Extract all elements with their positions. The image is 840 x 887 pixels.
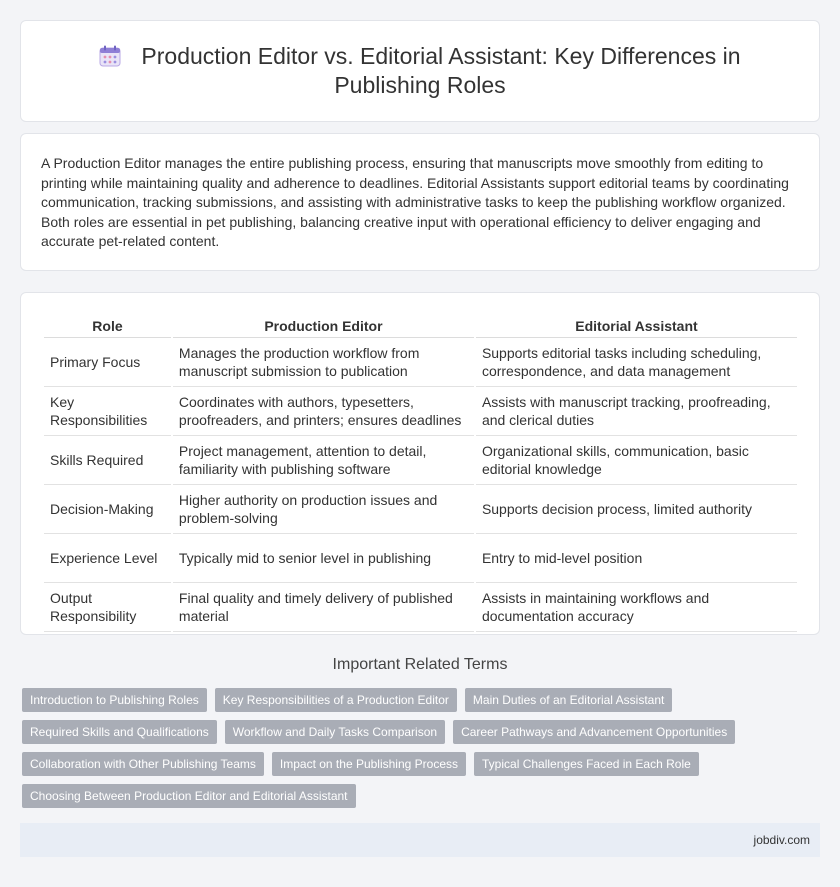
comparison-table	[42, 313, 799, 632]
production-editor-cell: Manages the production workflow from manuscript submission to publication	[173, 338, 474, 387]
page-title	[61, 42, 779, 100]
production-editor-cell: Final quality and timely delivery of published material	[173, 583, 474, 632]
table-header-row	[44, 313, 797, 338]
header-production-editor: Production Editor	[173, 313, 474, 338]
header-editorial-assistant: Editorial Assistant	[476, 313, 797, 338]
footer	[20, 823, 820, 857]
production-editor-cell: Coordinates with authors, typesetters, proofreaders, and printers; ensures deadlines	[173, 387, 474, 436]
table-row	[44, 485, 797, 534]
editorial-assistant-cell: Assists with manuscript tracking, proofreading, and clerical duties	[476, 387, 797, 436]
related-term-tag[interactable]: Main Duties of an Editorial Assistant	[465, 688, 672, 712]
role-cell: Key Responsibilities	[44, 387, 171, 436]
table-row	[44, 583, 797, 632]
related-term-tag[interactable]: Collaboration with Other Publishing Teams	[22, 752, 264, 776]
related-term-tag[interactable]: Introduction to Publishing Roles	[22, 688, 207, 712]
table-row	[44, 436, 797, 485]
editorial-assistant-cell: Entry to mid-level position	[476, 534, 797, 583]
related-term-tag[interactable]: Required Skills and Qualifications	[22, 720, 217, 744]
header-card	[20, 20, 820, 122]
role-cell: Decision-Making	[44, 485, 171, 534]
related-term-tag[interactable]: Key Responsibilities of a Production Editor	[215, 688, 457, 712]
related-terms-tags	[22, 688, 812, 808]
editorial-assistant-cell: Supports decision process, limited authority	[476, 485, 797, 534]
related-term-tag[interactable]: Typical Challenges Faced in Each Role	[474, 752, 699, 776]
comparison-table-card	[20, 292, 820, 635]
related-term-tag[interactable]: Impact on the Publishing Process	[272, 752, 466, 776]
intro-card	[20, 133, 820, 271]
role-cell: Skills Required	[44, 436, 171, 485]
production-editor-cell: Typically mid to senior level in publishing	[173, 534, 474, 583]
production-editor-cell: Project management, attention to detail, familiarity with publishing software	[173, 436, 474, 485]
role-cell: Experience Level	[44, 534, 171, 583]
role-cell: Output Responsibility	[44, 583, 171, 632]
header-role: Role	[44, 313, 171, 338]
editorial-assistant-cell: Assists in maintaining workflows and documentation accuracy	[476, 583, 797, 632]
editorial-assistant-cell: Supports editorial tasks including scheduling, correspondence, and data management	[476, 338, 797, 387]
intro-text: A Production Editor manages the entire publishing process, ensuring that manuscripts move smoothly from editing to printing while maintaining quality and adherence to deadlines. Editorial Assistants support editorial teams by coordinating communication, tracking submissions, and assisting with administrative tasks to keep the publishing workflow organized. Both roles are essential in pet publishing, balancing creative input with operational efficiency to deliver engaging and accurate pet-related content.	[41, 155, 789, 250]
table-row	[44, 387, 797, 436]
table-row	[44, 534, 797, 583]
table-row	[44, 338, 797, 387]
related-term-tag[interactable]: Workflow and Daily Tasks Comparison	[225, 720, 445, 744]
editorial-assistant-cell: Organizational skills, communication, basic editorial knowledge	[476, 436, 797, 485]
production-editor-cell: Higher authority on production issues and problem-solving	[173, 485, 474, 534]
related-term-tag[interactable]: Career Pathways and Advancement Opportunities	[453, 720, 735, 744]
calendar-icon	[99, 45, 121, 67]
related-term-tag[interactable]: Choosing Between Production Editor and Editorial Assistant	[22, 784, 356, 808]
related-terms-title: Important Related Terms	[332, 656, 508, 673]
page-title-text: Production Editor vs. Editorial Assistant: Key Differences in Publishing Roles	[141, 43, 741, 98]
footer-site-link[interactable]: jobdiv.com	[753, 833, 810, 847]
role-cell: Primary Focus	[44, 338, 171, 387]
